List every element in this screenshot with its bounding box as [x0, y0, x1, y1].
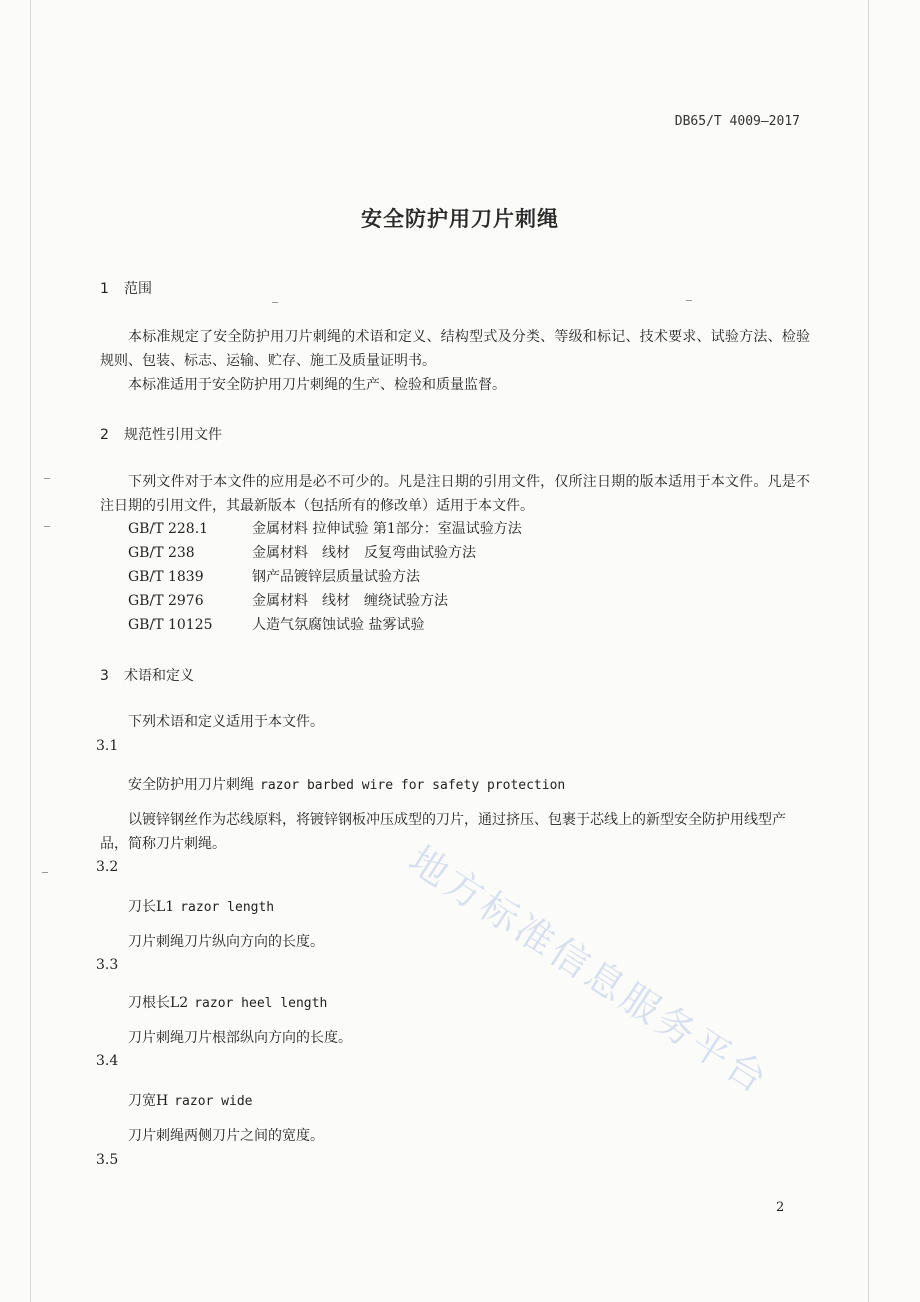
clause-number: 3.1	[96, 738, 119, 754]
term-zh: 刀根长L2	[128, 995, 189, 1011]
page-title: 安全防护用刀片刺绳	[361, 207, 559, 231]
section-title: 术语和定义	[124, 668, 194, 684]
scan-speck	[42, 872, 48, 873]
term-en: razor wide	[174, 1094, 253, 1109]
clause-number: 3.3	[96, 957, 119, 973]
page-edge-right	[868, 0, 869, 1302]
section-title: 规范性引用文件	[124, 427, 222, 443]
reference-title: 人造气氛腐蚀试验 盐雾试验	[252, 617, 425, 633]
term-en: razor heel length	[194, 996, 328, 1011]
term-definition: 刀片刺绳刀片纵向方向的长度。	[128, 934, 324, 950]
term-definition: 以镀锌钢丝作为芯线原料，将镀锌钢板冲压成型的刀片，通过挤压、包裹于芯线上的新型安全防护用线型产品，简称刀片刺绳。	[100, 812, 786, 852]
standard-code: DB65/T 4009—2017	[674, 114, 800, 129]
clause-number: 3.2	[96, 859, 119, 875]
section-number: 2	[100, 427, 109, 443]
watermark: 地方标准信息服务平台	[401, 837, 778, 1104]
section-1-paragraph-1: 本标准规定了安全防护用刀片刺绳的术语和定义、结构型式及分类、等级和标记、技术要求、试验方法、检验规则、包装、标志、运输、贮存、施工及质量证明书。	[100, 329, 810, 369]
reference-row	[128, 541, 476, 565]
term-heading	[128, 774, 565, 794]
section-3-paragraph-1: 下列术语和定义适用于本文件。	[128, 714, 324, 730]
clause-number: 3.5	[96, 1152, 119, 1168]
term-zh: 安全防护用刀片刺绳	[128, 777, 254, 793]
section-number: 3	[100, 668, 109, 684]
reference-row	[128, 565, 420, 589]
reference-row	[128, 589, 448, 613]
page-number: 2	[776, 1200, 785, 1215]
section-2-paragraph-1: 下列文件对于本文件的应用是必不可少的。凡是注日期的引用文件，仅所注日期的版本适用于本文件。凡是不注日期的引用文件，其最新版本（包括所有的修改单）适用于本文件。	[100, 474, 810, 514]
reference-title: 金属材料 拉伸试验 第1部分：室温试验方法	[252, 521, 522, 537]
reference-row	[128, 517, 522, 541]
section-3-heading	[100, 665, 194, 685]
term-en: razor length	[180, 900, 275, 915]
scan-speck	[44, 478, 50, 479]
term-heading	[128, 992, 327, 1012]
term-heading	[128, 896, 274, 916]
section-2-heading	[100, 424, 222, 444]
scan-speck	[44, 526, 50, 527]
term-zh: 刀宽H	[128, 1093, 169, 1109]
reference-title: 钢产品镀锌层质量试验方法	[252, 569, 420, 585]
term-heading	[128, 1090, 253, 1110]
section-title: 范围	[124, 281, 152, 297]
reference-code: GB/T 2976	[128, 593, 204, 609]
term-en: razor barbed wire for safety protection	[260, 778, 566, 793]
term-definition: 刀片刺绳两侧刀片之间的宽度。	[128, 1128, 324, 1144]
term-definition: 刀片刺绳刀片根部纵向方向的长度。	[128, 1030, 352, 1046]
page-edge-left	[30, 0, 31, 1302]
reference-code: GB/T 10125	[128, 617, 213, 633]
section-1-paragraph-2: 本标准适用于安全防护用刀片刺绳的生产、检验和质量监督。	[128, 377, 506, 393]
reference-row	[128, 613, 424, 637]
reference-title: 金属材料 线材 缠绕试验方法	[252, 593, 448, 609]
term-zh: 刀长L1	[128, 899, 175, 915]
reference-code: GB/T 238	[128, 545, 195, 561]
reference-code: GB/T 228.1	[128, 521, 209, 537]
scan-speck	[272, 302, 278, 303]
clause-number: 3.4	[96, 1053, 119, 1069]
reference-code: GB/T 1839	[128, 569, 204, 585]
reference-title: 金属材料 线材 反复弯曲试验方法	[252, 545, 476, 561]
section-number: 1	[100, 281, 109, 297]
section-1-heading	[100, 278, 152, 298]
scan-speck	[686, 300, 692, 301]
